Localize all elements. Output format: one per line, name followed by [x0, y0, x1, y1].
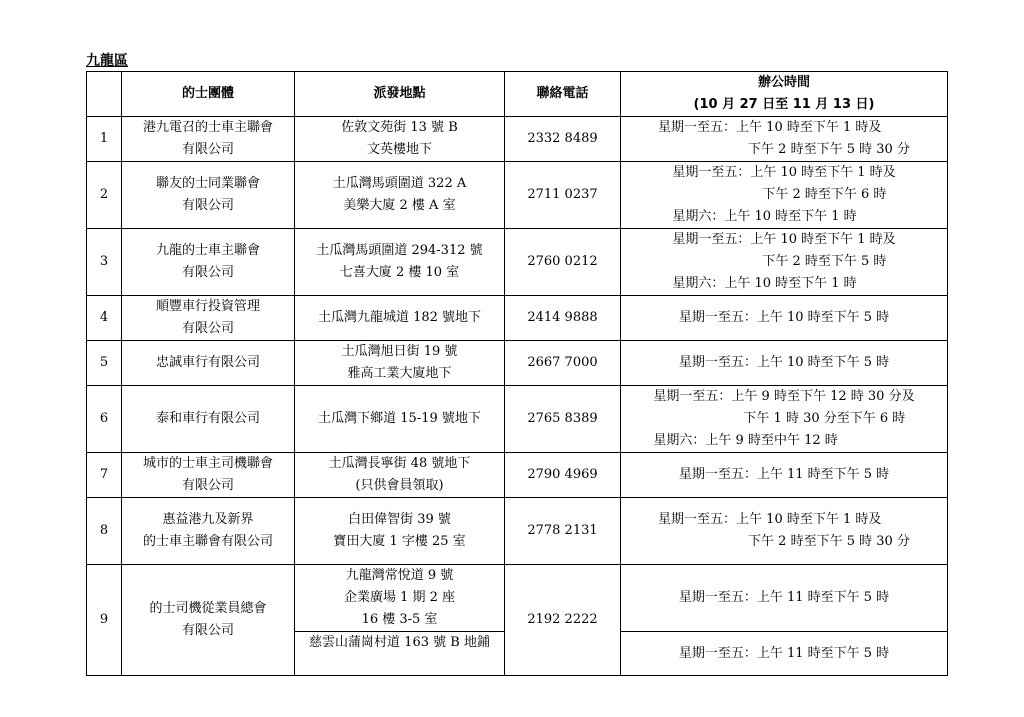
header-row	[87, 72, 948, 117]
row-number: 7	[87, 453, 122, 498]
distribution-location-line: 土瓜灣旭日街 19 號	[341, 344, 458, 359]
office-hours-line: 星期一至五：上午 11 時至下午 5 時	[678, 645, 890, 661]
office-hours-lines	[658, 117, 910, 161]
table-row	[87, 386, 948, 453]
office-hours-lines	[679, 464, 889, 486]
taxi-group-line: 惠益港九及新界	[162, 512, 254, 527]
contact-phone: 2765 8389	[505, 386, 621, 453]
taxi-group-line: 有限公司	[181, 265, 234, 280]
contact-phone: 2667 7000	[505, 341, 621, 386]
taxi-group	[122, 565, 295, 676]
row-number: 2	[87, 162, 122, 229]
office-hours	[621, 117, 948, 162]
taxi-group	[122, 296, 295, 341]
taxi-group-line: 有限公司	[181, 321, 234, 336]
office-hours-line: 下午 2 時至下午 5 時	[762, 254, 887, 269]
office-hours-line: 下午 2 時至下午 5 時 30 分	[748, 534, 910, 549]
header-phone: 聯絡電話	[505, 72, 621, 117]
office-hours-lines	[679, 352, 889, 374]
header-no	[87, 72, 122, 117]
office-hours	[621, 296, 948, 341]
table-row	[87, 117, 948, 162]
distribution-location-line: 文英樓地下	[366, 142, 432, 157]
taxi-distribution-table	[86, 71, 948, 676]
contact-phone: 2192 2222	[505, 565, 621, 676]
office-hours-line: 星期一至五：上午 10 時至下午 5 時	[678, 310, 890, 325]
table-row	[87, 229, 948, 296]
taxi-group-line: 城市的士車主司機聯會	[142, 456, 273, 471]
distribution-location-line: 九龍灣常悅道 9 號	[345, 568, 454, 583]
distribution-location	[295, 229, 505, 296]
contact-phone: 2414 9888	[505, 296, 621, 341]
row-number: 8	[87, 498, 122, 565]
taxi-group	[122, 162, 295, 229]
distribution-location	[295, 453, 505, 498]
row-number: 9	[87, 565, 122, 676]
contact-phone: 2711 0237	[505, 162, 621, 229]
taxi-group-line: 順豐車行投資管理	[155, 299, 260, 314]
table-row	[87, 162, 948, 229]
contact-phone: 2778 2131	[505, 498, 621, 565]
office-hours	[621, 229, 948, 296]
row-number: 5	[87, 341, 122, 386]
table-row	[87, 453, 948, 498]
distribution-location-line: (只供會員領取)	[355, 478, 444, 493]
taxi-group-line: 港九電召的士車主聯會	[142, 120, 273, 135]
row-number: 6	[87, 386, 122, 453]
distribution-location-line: 企業廣場 1 期 2 座	[343, 590, 456, 605]
header-hours-title: 辦公時間	[757, 75, 810, 90]
distribution-location-line: 寶田大廈 1 字樓 25 室	[333, 534, 466, 549]
office-hours-line: 下午 2 時至下午 6 時	[762, 187, 887, 202]
taxi-group-line: 有限公司	[181, 142, 234, 157]
contact-phone: 2332 8489	[505, 117, 621, 162]
distribution-location	[295, 498, 505, 565]
taxi-group-line: 有限公司	[181, 478, 234, 493]
taxi-group-line: 忠誠車行有限公司	[155, 355, 260, 370]
office-hours-line: 星期六：上午 10 時至下午 1 時	[672, 276, 857, 291]
row-number: 1	[87, 117, 122, 162]
office-hours-line: 星期六：上午 10 時至下午 1 時	[672, 209, 857, 224]
office-hours-lines	[653, 386, 914, 452]
taxi-group	[122, 498, 295, 565]
distribution-location-line: 土瓜灣長寧街 48 號地下	[328, 456, 471, 471]
distribution-location-line: 白田偉智街 39 號	[348, 512, 451, 527]
taxi-group-line: 有限公司	[181, 198, 234, 213]
distribution-location	[295, 341, 505, 386]
taxi-group	[122, 341, 295, 386]
row-number: 4	[87, 296, 122, 341]
taxi-group-line: 九龍的士車主聯會	[155, 243, 260, 258]
distribution-location	[295, 565, 505, 632]
office-hours	[621, 162, 948, 229]
distribution-location	[295, 117, 505, 162]
office-hours-line: 星期一至五：上午 10 時至下午 1 時及	[658, 120, 882, 135]
office-hours-line: 星期一至五：上午 11 時至下午 5 時	[678, 467, 890, 482]
distribution-location-line: 美樂大廈 2 樓 A 室	[343, 198, 456, 213]
office-hours-line: 星期一至五：上午 10 時至下午 5 時	[678, 355, 890, 370]
distribution-location-line: 雅高工業大廈地下	[347, 366, 452, 381]
office-hours-line: 星期一至五：上午 10 時至下午 1 時及	[672, 165, 896, 180]
office-hours	[621, 498, 948, 565]
office-hours-lines	[658, 509, 910, 553]
taxi-group	[122, 453, 295, 498]
distribution-location-line: 佐敦文苑街 13 號 B	[341, 120, 458, 135]
office-hours-line: 星期一至五：上午 10 時至下午 1 時及	[658, 512, 882, 527]
distribution-location	[295, 632, 505, 676]
office-hours-lines	[672, 229, 895, 295]
office-hours	[621, 341, 948, 386]
distribution-location-line: 土瓜灣下鄉道 15-19 號地下	[318, 411, 481, 426]
distribution-location	[295, 296, 505, 341]
office-hours-line: 下午 1 時 30 分至下午 6 時	[743, 411, 906, 426]
table-row	[87, 341, 948, 386]
office-hours	[621, 565, 948, 632]
taxi-group-line: 有限公司	[181, 623, 234, 638]
header-group: 的士團體	[122, 72, 295, 117]
contact-phone: 2790 4969	[505, 453, 621, 498]
office-hours-line: 下午 2 時至下午 5 時 30 分	[748, 142, 910, 157]
taxi-group-line: 的士車主聯會有限公司	[142, 534, 273, 549]
office-hours	[621, 453, 948, 498]
office-hours	[621, 386, 948, 453]
header-hours	[621, 72, 948, 117]
distribution-location-line: 16 樓 3-5 室	[361, 612, 438, 627]
distribution-location-line: 慈雲山蒲崗村道 163 號 B 地鋪	[309, 635, 490, 650]
office-hours-lines	[672, 162, 895, 228]
distribution-location	[295, 162, 505, 229]
office-hours-line: 星期一至五：上午 10 時至下午 1 時及	[672, 232, 896, 247]
contact-phone: 2760 0212	[505, 229, 621, 296]
office-hours-line: 星期一至五：上午 9 時至下午 12 時 30 分及	[653, 389, 915, 404]
row-number: 3	[87, 229, 122, 296]
header-location: 派發地點	[295, 72, 505, 117]
distribution-location	[295, 386, 505, 453]
header-hours-period: (10 月 27 日至 11 月 13 日)	[693, 97, 875, 112]
distribution-location-line: 七喜大廈 2 樓 10 室	[339, 265, 460, 280]
table-row	[87, 498, 948, 565]
office-hours-lines	[679, 307, 889, 329]
table-row	[87, 565, 948, 632]
office-hours	[621, 632, 948, 676]
table-row	[87, 296, 948, 341]
office-hours-lines	[679, 643, 889, 665]
taxi-group-line: 泰和車行有限公司	[155, 411, 260, 426]
distribution-location-line: 土瓜灣馬頭圍道 294-312 號	[316, 243, 483, 258]
taxi-group	[122, 229, 295, 296]
distribution-location-line: 土瓜灣馬頭圍道 322 A	[332, 176, 467, 191]
distribution-location-line: 土瓜灣九龍城道 182 號地下	[317, 310, 482, 325]
region-title: 九龍區	[86, 53, 128, 69]
taxi-group	[122, 386, 295, 453]
office-hours-lines	[679, 587, 889, 609]
office-hours-line: 星期六：上午 9 時至中午 12 時	[653, 433, 838, 448]
office-hours-line: 星期一至五：上午 11 時至下午 5 時	[678, 590, 890, 605]
taxi-group-line: 聯友的士同業聯會	[155, 176, 260, 191]
taxi-group-line: 的士司機從業員總會	[149, 601, 267, 616]
taxi-group	[122, 117, 295, 162]
